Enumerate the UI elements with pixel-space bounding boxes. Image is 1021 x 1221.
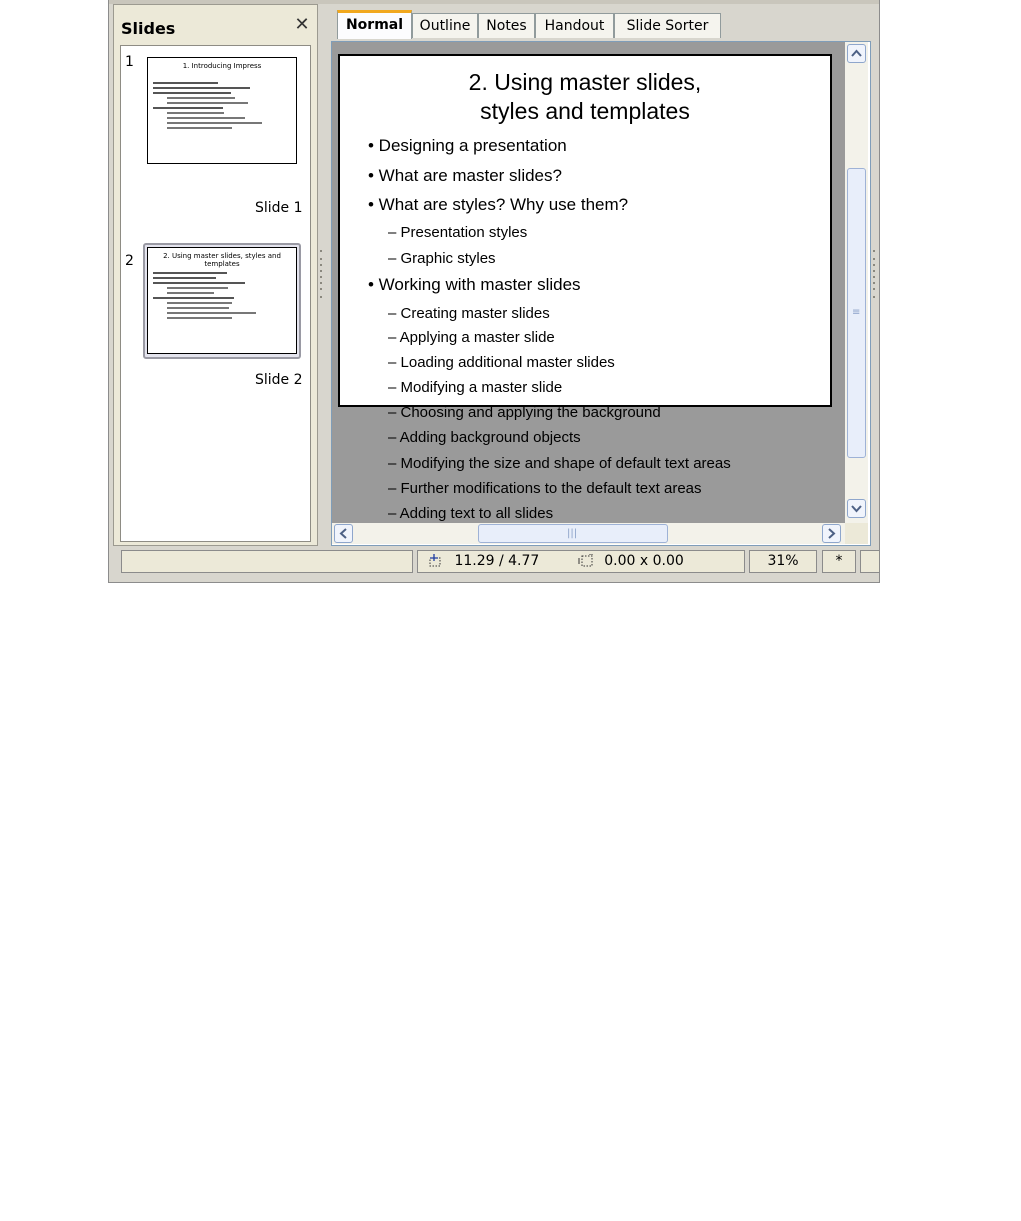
overflow-sub-bullet: – Adding text to all slides <box>388 505 554 522</box>
thumbnail-title: 2. Using master slides, styles and templates <box>163 252 281 268</box>
cursor-position: 11.29 / 4.77 <box>454 553 540 569</box>
slide-sub-bullet: – Applying a master slide <box>388 329 555 346</box>
slide-caption-2: Slide 2 <box>255 372 303 388</box>
status-info-field <box>121 550 413 573</box>
scroll-right-icon[interactable] <box>822 524 841 543</box>
size-icon <box>578 554 596 568</box>
vertical-scroll-thumb[interactable] <box>847 168 866 458</box>
grip-icon: ≡ <box>852 307 861 318</box>
slide-sub-bullet: – Creating master slides <box>388 305 550 322</box>
overflow-sub-bullet: – Modifying the size and shape of default text areas <box>388 455 731 472</box>
slide-number: 1 <box>125 54 134 70</box>
tab-slide-sorter[interactable]: Slide Sorter <box>614 13 721 38</box>
slide-title-line1: 2. Using master slides, <box>468 69 702 95</box>
thumbnail-text-lines <box>153 272 288 322</box>
thumbnail-text-lines <box>153 82 288 132</box>
tab-handout[interactable]: Handout <box>535 13 614 38</box>
horizontal-scroll-thumb[interactable] <box>478 524 668 543</box>
slide-sub-bullet: – Presentation styles <box>388 224 528 241</box>
slide-number: 2 <box>125 253 134 269</box>
position-icon <box>428 554 446 568</box>
grip-icon: ||| <box>567 528 578 539</box>
slide-sub-bullet: – Graphic styles <box>388 250 496 267</box>
view-tabs <box>333 10 873 40</box>
vertical-scrollbar[interactable] <box>845 42 868 523</box>
slide-sub-bullet: – Loading additional master slides <box>388 354 615 371</box>
horizontal-scrollbar[interactable] <box>332 523 845 544</box>
scroll-up-icon[interactable] <box>847 44 866 63</box>
overflow-sub-bullet: – Further modifications to the default text areas <box>388 480 702 497</box>
impress-window <box>108 0 880 583</box>
overflow-sub-bullet: – Choosing and applying the background <box>388 404 661 421</box>
scroll-down-icon[interactable] <box>847 499 866 518</box>
close-icon[interactable]: ✕ <box>294 14 310 35</box>
status-signature-field[interactable] <box>860 550 880 573</box>
left-splitter-handle[interactable] <box>319 250 323 310</box>
tab-notes[interactable]: Notes <box>478 13 535 38</box>
slide-thumbnail-selection <box>143 243 301 359</box>
slide-sub-bullet: – Modifying a master slide <box>388 379 563 396</box>
slide-title[interactable] <box>340 68 830 126</box>
scroll-left-icon[interactable] <box>334 524 353 543</box>
slide-canvas[interactable] <box>332 42 845 523</box>
scrollbar-corner <box>845 523 868 544</box>
slide-bullet: • What are styles? Why use them? <box>368 195 629 214</box>
overflow-sub-bullet: – Adding background objects <box>388 429 581 446</box>
slide-bullet: • What are master slides? <box>368 166 562 185</box>
slide-thumbnail-1[interactable] <box>147 57 297 164</box>
slide-title-line2: styles and templates <box>480 98 690 124</box>
slide-thumbnail-2[interactable] <box>147 247 297 354</box>
tab-normal[interactable]: Normal <box>337 10 412 39</box>
slide-workspace <box>331 41 871 546</box>
slide-caption-1: Slide 1 <box>255 200 303 216</box>
right-splitter-handle[interactable] <box>872 250 876 310</box>
status-position-field <box>417 550 745 573</box>
slide-page[interactable] <box>338 54 832 407</box>
slides-list <box>120 45 311 542</box>
slides-pane-header <box>114 5 317 45</box>
slide-bullet: • Designing a presentation <box>368 136 567 155</box>
slide-bullet: • Working with master slides <box>368 275 581 294</box>
thumbnail-title: 1. Introducing Impress <box>182 62 262 70</box>
tab-outline[interactable]: Outline <box>412 13 478 38</box>
slides-pane-title: Slides <box>121 19 176 38</box>
status-bar <box>109 548 879 578</box>
object-size: 0.00 x 0.00 <box>604 553 684 569</box>
slides-pane <box>113 4 318 546</box>
document-modified-indicator[interactable]: * <box>822 550 856 573</box>
zoom-field[interactable]: 31% <box>749 550 817 573</box>
